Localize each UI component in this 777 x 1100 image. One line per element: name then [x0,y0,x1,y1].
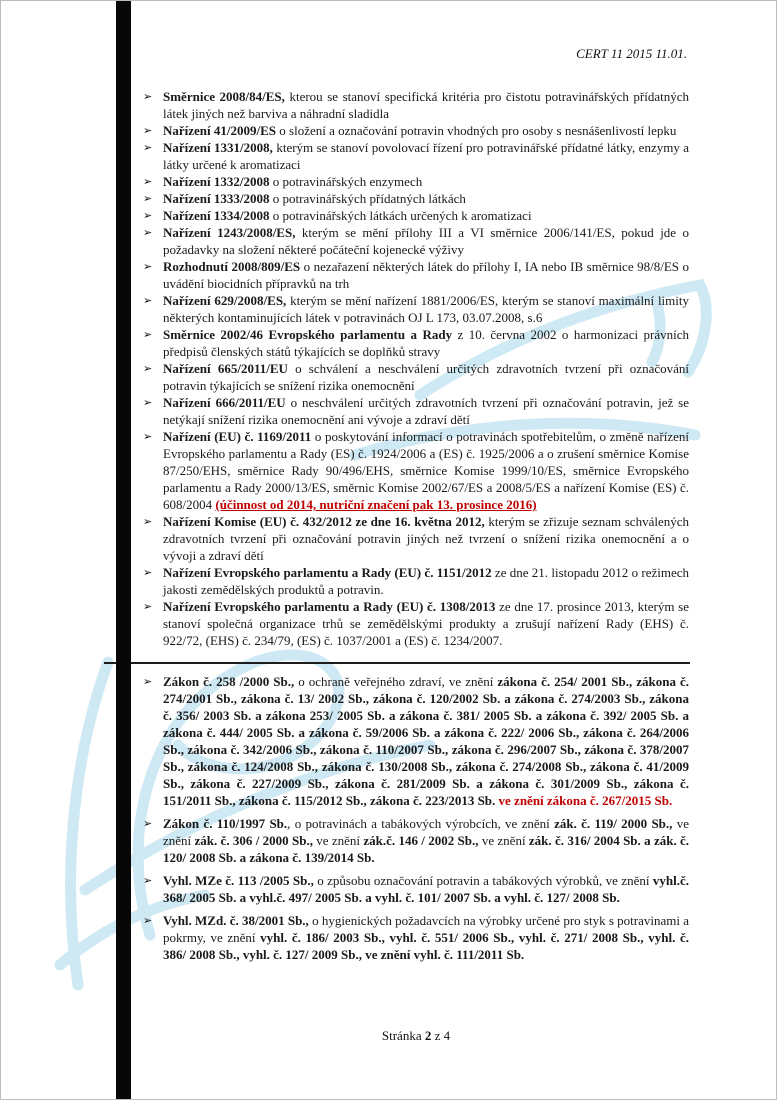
bullet-arrow-icon: ➢ [143,176,153,188]
bullet-arrow-icon: ➢ [143,363,153,375]
document-header-ref: CERT 11 2015 11.01. [576,46,687,61]
list-item-text: Vyhl. MZe č. 113 /2005 Sb., o způsobu označování potravin a tabákových výrobků, ve znění vyhl.č. 368/ 2005 Sb. a vyhl.č. 497/ 2005 Sb. a vyhl. č. 101/ 2007 Sb. a vyhl. č. 127/ 2008 Sb. [163,873,689,905]
list-item-text: Nařízení 41/2009/ES o složení a označování potravin vhodných pro osoby s nesnášenlivostí lepku [163,123,677,138]
bullet-arrow-icon: ➢ [143,567,153,579]
footer-prefix: Stránka [381,1028,425,1043]
bullet-arrow-icon: ➢ [143,125,153,137]
list-item-text: Nařízení (EU) č. 1169/2011 o poskytování informací o potravinách spotřebitelům, o změně nařízení Evropského parlamentu a Rady (ES) č. 1924/2006 a (ES) č. 1925/2006 a o zrušení směrnice Komise 87/250/EHS, směrnice Rady 90/496/EHS, směrnice Komise 1999/10/ES, směrnice Evropského parlamentu a Rady 2000/13/ES, směrnic Komise 2002/67/ES a 2008/5/ES a nařízení Komise (ES) č. 608/2004 (účinnost od 2014, nutriční značení pak 13. prosince 2016) [163,429,689,512]
list-item [143,394,689,428]
list-item-text: Nařízení 1243/2008/ES, kterým se mění přílohy III a VI směrnice 2006/141/ES, pokud jde o požadavky na složení některé počáteční kojenecké výživy [163,225,690,257]
list-item [143,207,689,224]
list-item [143,872,689,906]
list-item-text: Směrnice 2008/84/ES, kterou se stanoví specifická kritéria pro čistotu potravinářských přídatných látek jiných než barviva a náhradní sladidla [163,89,689,121]
bullet-arrow-icon: ➢ [143,601,153,613]
bullet-arrow-icon: ➢ [143,818,153,830]
list-item-text: Nařízení 1331/2008, kterým se stanoví povolovací řízení pro potravinářské přídatné látky, enzymy a látky určené k aromatizaci [163,140,690,172]
footer-separator: z [431,1028,444,1043]
list-item-text: Zákon č. 258 /2000 Sb., o ochraně veřejného zdraví, ve znění zákona č. 254/ 2001 Sb., zákona č. 274/2001 Sb., zákona č. 13/ 2002 Sb., zákona č. 120/2002 Sb. a zákona č. 274/2003 Sb., zákona č. 356/ 2003 Sb. a zákona 253/ 2005 Sb. a zákona č. 381/ 2005 Sb. a zákona č. 392/ 2005 Sb. a zákona č. 444/ 2005 Sb. a zákona č. 59/2006 Sb. a zákona č. 222/ 2006 Sb., zákona č. 264/2006 Sb., zákona č. 342/2006 Sb., zákona č. 110/2007 Sb., zákona č. 296/2007 Sb., zákona č. 378/2007 Sb., zákona č. 124/2008 Sb., zákona č. 130/2008 Sb., zákona č. 274/2008 Sb., zákona č. 41/2009 Sb., zákona č. 227/2009 Sb., zákona č. 281/2009 Sb. a zákona č. 301/2009 Sb., zákona č. 151/2011 Sb., zákona č. 115/2012 Sb., zákona č. 223/2013 Sb. ve znění zákona č. 267/2015 Sb. [163,674,689,808]
document-body [143,88,689,963]
list-item-text: Nařízení 629/2008/ES, kterým se mění nařízení 1881/2006/ES, kterým se stanoví maximální limity některých kontaminujících látek v potravinách OJ L 173, 03.07.2008, s.6 [163,293,689,325]
list-item [143,292,689,326]
regulation-list-cz [143,673,689,963]
bullet-arrow-icon: ➢ [143,91,153,103]
list-item [143,815,689,866]
list-item [143,513,689,564]
bullet-arrow-icon: ➢ [143,676,153,688]
list-item-text: Nařízení 1334/2008 o potravinářských látkách určených k aromatizaci [163,208,532,223]
list-item [143,912,689,963]
list-item [143,258,689,292]
bullet-arrow-icon: ➢ [143,193,153,205]
list-item-text: Nařízení 1333/2008 o potravinářských přídatných látkách [163,191,466,206]
bullet-arrow-icon: ➢ [143,915,153,927]
list-item [143,173,689,190]
regulation-list-eu [143,88,689,649]
list-item [143,564,689,598]
bullet-arrow-icon: ➢ [143,227,153,239]
bullet-arrow-icon: ➢ [143,875,153,887]
list-item-text: Nařízení 665/2011/EU o schválení a neschválení určitých zdravotních tvrzení při označování potravin týkajících se snížení rizika onemocnění [163,361,689,393]
footer-page-number: 2 [424,1028,432,1043]
list-item-text: Nařízení 1332/2008 o potravinářských enzymech [163,174,423,189]
scan-artifact-bar [116,0,131,1100]
bullet-arrow-icon: ➢ [143,431,153,443]
list-item [143,122,689,139]
list-item-text: Nařízení Evropského parlamentu a Rady (EU) č. 1308/2013 ze dne 17. prosince 2013, kterým se stanoví společná organizace trhů se zemědělskými produkty a zrušují nařízení Rady (EHS) č. 922/72, (EHS) č. 234/79, (ES) č. 1037/2001 a (ES) č. 1234/2007. [163,599,689,648]
list-item [143,360,689,394]
list-item [143,139,689,173]
list-item [143,326,689,360]
section-divider-line [104,662,690,664]
bullet-arrow-icon: ➢ [143,142,153,154]
list-item-text: Rozhodnutí 2008/809/ES o nezařazení některých látek do přílohy I, IA nebo IB směrnice 98/8/ES o uvádění biocidních přípravků na trh [163,259,689,291]
list-item [143,428,689,513]
list-item-text: Směrnice 2002/46 Evropského parlamentu a Rady z 10. června 2002 o harmonizaci právních předpisů členských států týkajících se doplňků stravy [163,327,689,359]
list-item [143,598,689,649]
list-item-text: Zákon č. 110/1997 Sb., o potravinách a tabákových výrobcích, ve znění zák. č. 119/ 2000 Sb., ve znění zák. č. 306 / 2000 Sb., ve znění zák.č. 146 / 2002 Sb., ve znění zák. č. 316/ 2004 Sb. a zák. č. 120/ 2008 Sb. a zákona č. 139/2014 Sb. [163,816,690,865]
list-item [143,673,689,809]
page-footer [143,1028,689,1044]
bullet-arrow-icon: ➢ [143,397,153,409]
list-item-text: Vyhl. MZd. č. 38/2001 Sb., o hygienických požadavcích na výrobky určené pro styk s potravinami a pokrmy, ve znění vyhl. č. 186/ 2003 Sb., vyhl. č. 551/ 2006 Sb., vyhl. č. 271/ 2008 Sb., vyhl. č. 386/ 2008 Sb., vyhl. č. 127/ 2009 Sb., ve znění vyhl. č. 111/2011 Sb. [163,913,689,962]
list-item-text: Nařízení Evropského parlamentu a Rady (EU) č. 1151/2012 ze dne 21. listopadu 2012 o režimech jakosti zemědělských produktů a potravin. [163,565,689,597]
list-item [143,224,689,258]
bullet-arrow-icon: ➢ [143,295,153,307]
bullet-arrow-icon: ➢ [143,210,153,222]
footer-total-pages: 4 [443,1028,451,1043]
bullet-arrow-icon: ➢ [143,329,153,341]
bullet-arrow-icon: ➢ [143,261,153,273]
bullet-arrow-icon: ➢ [143,516,153,528]
list-item [143,190,689,207]
list-item-text: Nařízení 666/2011/EU o neschválení určitých zdravotních tvrzení při označování potravin, jež se netýkají snížení rizika onemocnění ani vývoje a zdraví dětí [163,395,690,427]
list-item-text: Nařízení Komise (EU) č. 432/2012 ze dne 16. května 2012, kterým se zřizuje seznam schválených zdravotních tvrzení při označování potravin jiných než tvrzení o snížení rizika onemocnění a o vývoji a zdraví dětí [163,514,689,563]
list-item [143,88,689,122]
